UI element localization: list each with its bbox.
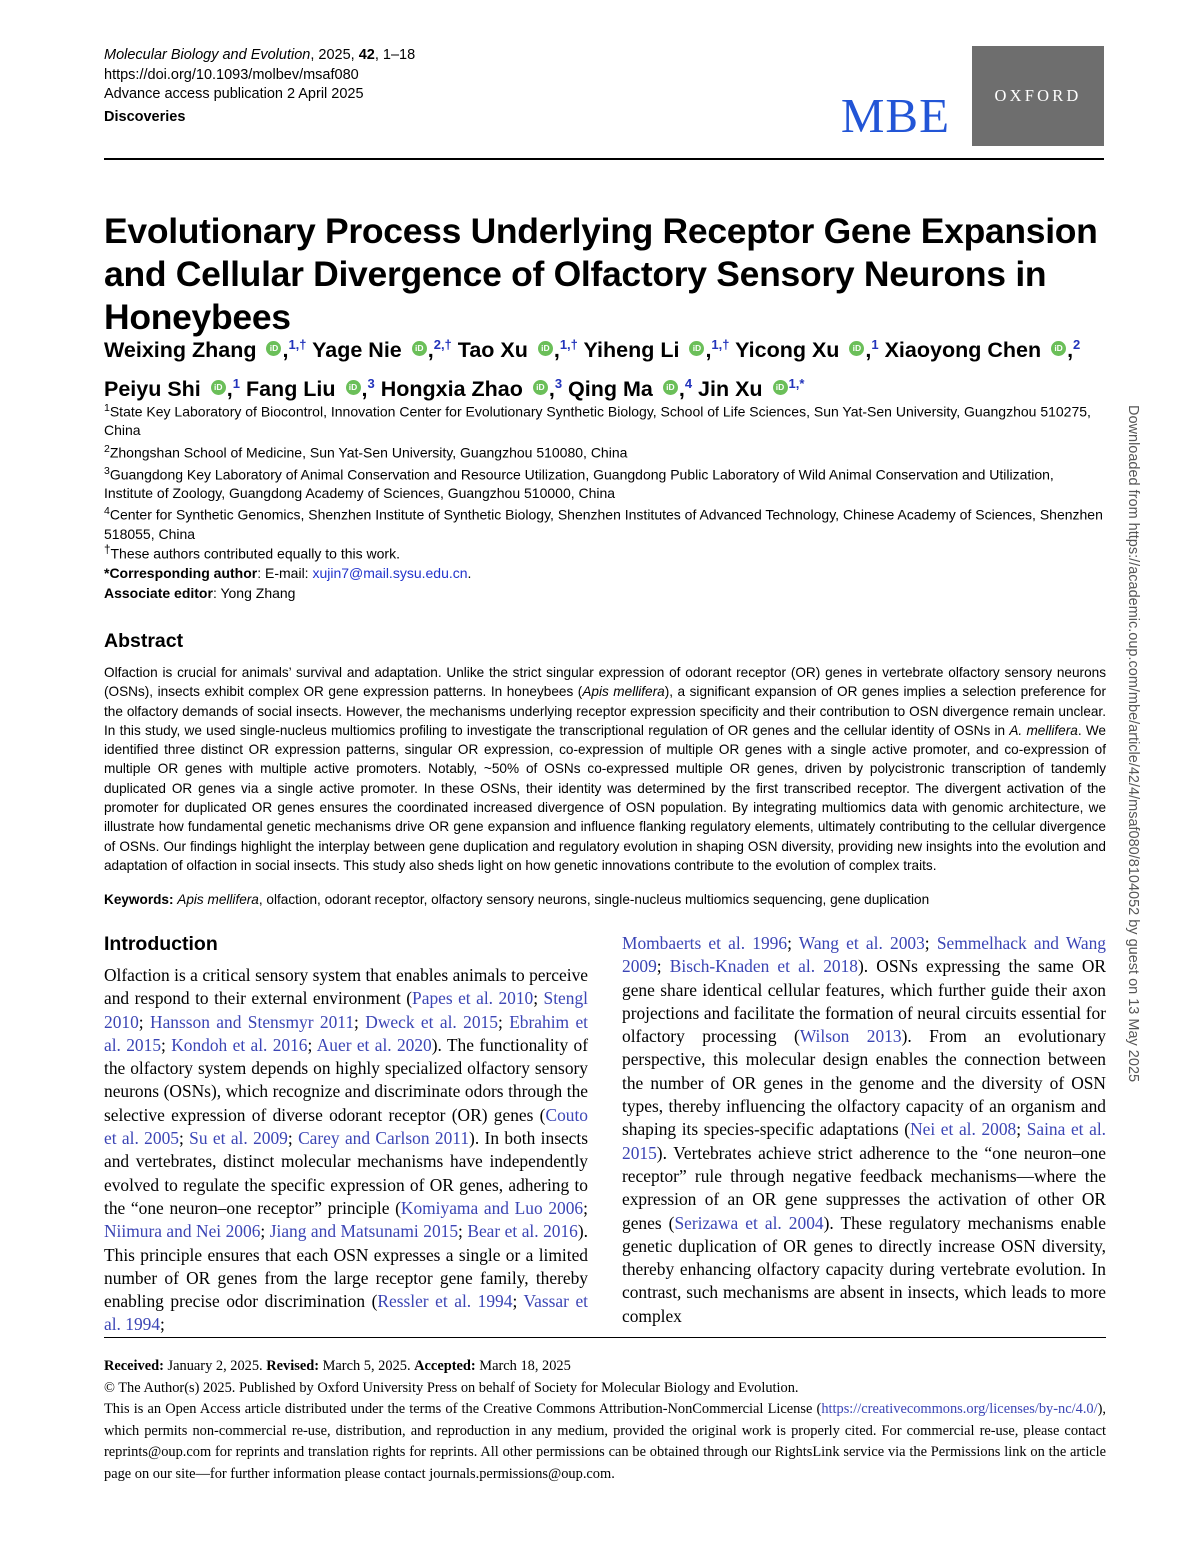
intro-paragraph-left: Olfaction is a critical sensory system that enables animals to perceive and respond to their external environment (Papes et al. 2010; Stengl 2010; Hansson and Stensmyr 2011; Dweck et al. 2015; Ebrahim et al. 2015; Kondoh et al. 2016; Auer et al. 2020). The functionality of the olfactory system depends on highly specialized olfactory sensory neurons (OSNs), which recognize and discriminate odors through the selective expression of diverse odorant receptor (OR) genes (Couto et al. 2005; Su et al. 2009; Carey and Carlson 2011). In both insects and vertebrates, distinct molecular mechanisms have independently evolved to regulate the specific expression of OR genes, adhering to the “one neuron–one receptor” principle (Komiyama and Luo 2006; Niimura and Nei 2006; Jiang and Matsunami 2015; Bear et al. 2016). This principle ensures that each OSN expresses a single or a limited number of OR genes from the large receptor gene family, thereby enabling precise odor discrimination (Ressler et al. 1994; Vassar et al. 1994;	[104, 965, 589, 1335]
abstract-heading: Abstract	[104, 630, 184, 652]
orcid-icon[interactable]	[538, 341, 553, 356]
author-separator: ,	[553, 338, 560, 363]
revised-value: March 5, 2025.	[319, 1358, 415, 1374]
journal-volume: 42	[358, 47, 375, 63]
accepted-label: Accepted:	[414, 1358, 476, 1374]
author-affiliation-marker: 2	[1073, 337, 1081, 352]
author-name[interactable]: Xiaoyong Chen	[884, 338, 1048, 363]
abstract-text	[104, 663, 1106, 875]
license-line	[104, 1399, 1106, 1485]
orcid-icon[interactable]	[773, 380, 788, 395]
orcid-icon[interactable]	[533, 380, 548, 395]
accepted-value: March 18, 2025	[475, 1358, 571, 1374]
column-right	[622, 932, 1106, 1324]
column-left	[104, 932, 589, 1335]
download-watermark: Downloaded from https://academic.oup.com/mbe/article/42/4/msaf080/8104052 by guest on 13 May 2025	[1125, 405, 1141, 1083]
journal-title: Molecular Biology and Evolution	[104, 47, 311, 63]
equal-contribution-note	[104, 540, 1106, 564]
orcid-icon[interactable]	[412, 341, 427, 356]
journal-metadata	[104, 46, 415, 127]
received-value: January 2, 2025.	[163, 1358, 267, 1374]
author-name[interactable]: Yage Nie	[312, 338, 408, 363]
author-affiliation-marker: 1	[871, 337, 879, 352]
received-label: Received:	[104, 1358, 164, 1374]
advance-access-date: Advance access publication 2 April 2025	[104, 86, 364, 102]
corresponding-prefix: : E-mail:	[257, 565, 313, 582]
keywords-rest: , olfaction, odorant receptor, olfactory sensory neurons, single-nucleus multiomics sequencing, gene duplication	[258, 892, 930, 907]
author-name[interactable]: Hongxia Zhao	[380, 377, 529, 402]
orcid-icon[interactable]	[266, 341, 281, 356]
corresponding-suffix: .	[467, 565, 472, 582]
author-affiliation-marker: 1,†	[288, 337, 307, 352]
dagger-marker: †	[104, 543, 111, 556]
page-title: Evolutionary Process Underlying Receptor Gene Expansion and Cellular Divergence of Olfactory Sensory Neurons in Honeybees	[104, 210, 1098, 337]
masthead	[104, 46, 1104, 146]
author-separator: ,	[865, 338, 872, 363]
author-separator: ,	[548, 377, 555, 402]
author-separator: ,	[678, 377, 685, 402]
abstract-part-2: ), a significant expansion of OR genes implies a selection preference for the olfactory demands of social insects. However, the mechanisms underlying receptor expression specificity and their contribution to OSN divergence remain unclear. In this study, we used single-nucleus multiomics profiling to investigate the transcriptional regulation of OR genes and the cellular identity of OSNs in	[104, 684, 1107, 738]
author-separator: ,	[427, 338, 434, 363]
corresponding-email-link[interactable]: xujin7@mail.sysu.edu.cn	[312, 565, 468, 582]
author-affiliation-marker: 1,†	[559, 337, 578, 352]
author-name[interactable]: Tao Xu	[457, 338, 534, 363]
author-separator: ,	[705, 338, 712, 363]
author-affiliation-marker: 1,†	[711, 337, 730, 352]
author-affiliation-marker: 3	[367, 376, 375, 392]
revised-label: Revised:	[266, 1358, 320, 1374]
article-type: Discoveries	[104, 108, 186, 125]
author-name[interactable]: Qing Ma	[568, 377, 659, 402]
affiliation-item	[104, 462, 1106, 503]
mbe-logo: MBE	[840, 88, 950, 143]
journal-citation-line	[104, 46, 415, 66]
abstract-part-3: . We identified three distinct OR expression patterns, singular OR expression, co-expression of multiple OR genes with a single active promoter, and co-expression of multiple OR genes with multiple active promoters. Notably, ~50% of OSNs co-expressed multiple OR genes, driven by polycistronic transcription of tandemly duplicated OR genes via a single active promoter. In these OSNs, their identity was determined by the first transcribed receptor. The divergent activation of the promoter for duplicated OR genes ensures the coordinated increased divergence of OSN population. By integrating multiomics data with genomic architecture, we illustrate how fundamental genetic mechanisms drive OR gene expansion and influence flanking regulatory elements, ultimately contributing to the cellular divergence of OSNs. Our findings highlight the interplay between gene duplication and regulatory evolution in shaping OSN diversity, providing new insights into the evolution and adaptation of olfaction in social insects. This study also sheds light on how genetic innovations contribute to the evolution of complex traits.	[104, 722, 1106, 873]
journal-pages: , 1–18	[374, 47, 416, 63]
affiliation-text: Zhongshan School of Medicine, Sun Yat-Sen University, Guangzhou 510080, China	[109, 444, 628, 461]
author-affiliation-marker: 2,†	[433, 337, 452, 352]
orcid-icon[interactable]	[346, 380, 361, 395]
associate-editor-label: Associate editor	[104, 584, 213, 601]
author-affiliation-marker: 3	[554, 376, 563, 392]
equal-contribution-text: These authors contributed equally to this work.	[110, 545, 400, 562]
dates-line	[104, 1356, 1106, 1378]
affiliation-number: 1	[104, 402, 110, 414]
author-separator: ,	[361, 377, 368, 402]
associate-editor-note	[104, 584, 1106, 604]
author-separator: ,	[1067, 338, 1074, 363]
author-name[interactable]: Weixing Zhang	[104, 338, 263, 363]
corresponding-author-label: *Corresponding author	[104, 565, 258, 582]
header-divider	[104, 158, 1104, 160]
corresponding-author-note	[104, 564, 1106, 584]
author-separator: ,	[282, 338, 289, 363]
author-name[interactable]: Yiheng Li	[583, 338, 686, 363]
keywords-line	[104, 890, 1106, 909]
license-url-link[interactable]: https://creativecommons.org/licenses/by-nc/4.0/	[821, 1401, 1098, 1417]
species-name-2: A. mellifera	[1009, 722, 1078, 738]
logo-group	[841, 46, 1104, 146]
copyright-line: © The Author(s) 2025. Published by Oxford University Press on behalf of Society for Molecular Biology and Evolution.	[104, 1379, 799, 1396]
affiliation-list	[104, 399, 1106, 543]
section-heading-introduction: Introduction	[104, 933, 218, 955]
author-name[interactable]: Peiyu Shi	[104, 377, 207, 402]
affiliation-item	[104, 440, 1106, 462]
abstract-part-1: Olfaction is crucial for animals’ survival and adaptation. Unlike the strict singular expression of odorant receptor (OR) genes in vertebrate olfactory sensory neurons (OSNs), insects exhibit complex OR gene expression patterns. In honeybees (	[104, 665, 1106, 700]
affiliation-number: 4	[104, 505, 110, 518]
associate-editor-name: : Yong Zhang	[212, 584, 296, 601]
keywords-species: Apis mellifera	[177, 892, 259, 907]
doi-link[interactable]: https://doi.org/10.1093/molbev/msaf080	[104, 66, 359, 83]
author-list	[104, 328, 1109, 406]
intro-paragraph-right: Mombaerts et al. 1996; Wang et al. 2003; Semmelhack and Wang 2009; Bisch-Knaden et al. 2018). OSNs expressing the same OR gene share identical cellular features, which further guide their axon projections and facilitate the formation of neural circuits essential for olfactory processing (Wilson 2013). From an evolutionary perspective, this molecular design enables the connection between the number of OR genes in the genome and the diversity of OSN types, thereby influencing the olfactory capacity of an organism and shaping its species-specific adaptations (Nei et al. 2008; Saina et al. 2015). Vertebrates achieve strict adherence to the “one neuron–one receptor” rule through negative feedback mechanisms—where the expression of an OR gene suppresses the activation of other OR genes (Serizawa et al. 2004). These regulatory mechanisms enable genetic duplication of OR genes to directly increase OSN diversity, thereby enhancing olfactory capacity during vertebrate evolution. In contrast, such mechanisms are absent in insects, which leads to more complex	[622, 933, 1107, 1326]
affiliation-number: 2	[104, 442, 110, 455]
affiliation-text: Guangdong Key Laboratory of Animal Conservation and Resource Utilization, Guangdong Public Laboratory of Wild Animal Conservation and Utilization, Institute of Zoology, Guangdong Academy of Sciences, Guangzhou 510000, China	[104, 466, 1054, 501]
author-separator: ,	[226, 377, 233, 402]
author-name[interactable]: Yicong Xu	[735, 338, 846, 363]
license-text-after: ), which permits non-commercial re-use, distribution, and reproduction in any medium, provided the original work is properly cited. For commercial re-use, please contact reprints@oup.com for reprints and translation rights for reprints. All other permissions can be obtained through our RightsLink service via the Permissions link on the article page on our site—for further information please contact journals.permissions@oup.com.	[104, 1401, 1106, 1482]
affiliation-item	[104, 399, 1106, 440]
affiliation-item	[104, 502, 1106, 543]
author-name[interactable]: Jin Xu	[698, 377, 769, 402]
license-text-before: This is an Open Access article distributed under the terms of the Creative Commons Attribution-NonCommercial License (	[104, 1401, 822, 1417]
affiliation-number: 3	[104, 464, 110, 477]
author-affiliation-marker: 4	[684, 376, 693, 392]
footer-notes	[104, 1356, 1106, 1485]
author-notes	[104, 540, 1106, 603]
body-columns	[104, 932, 1107, 1335]
orcid-icon[interactable]	[849, 341, 864, 356]
author-name[interactable]: Fang Liu	[245, 377, 342, 402]
author-affiliation-marker: 1	[232, 376, 240, 392]
orcid-icon[interactable]	[1051, 341, 1066, 356]
keywords-label: Keywords:	[104, 892, 174, 907]
orcid-icon[interactable]	[663, 380, 678, 395]
affiliation-text: State Key Laboratory of Biocontrol, Innovation Center for Evolutionary Synthetic Biology, School of Life Sciences, Sun Yat-Sen University, Guangzhou 510275, China	[104, 403, 1091, 439]
oxford-logo	[972, 46, 1104, 146]
author-affiliation-marker: 1,*	[788, 376, 805, 392]
orcid-icon[interactable]	[689, 341, 704, 356]
journal-year: , 2025,	[310, 47, 359, 63]
footer-divider	[104, 1337, 1106, 1338]
species-name-1: Apis mellifera	[582, 684, 665, 700]
affiliation-text: Center for Synthetic Genomics, Shenzhen Institute of Synthetic Biology, Shenzhen Institutes of Advanced Technology, Chinese Academy of Sciences, Shenzhen 518055, China	[104, 507, 1103, 542]
orcid-icon[interactable]	[211, 380, 226, 395]
oxford-logo-label: OXFORD	[994, 86, 1082, 105]
